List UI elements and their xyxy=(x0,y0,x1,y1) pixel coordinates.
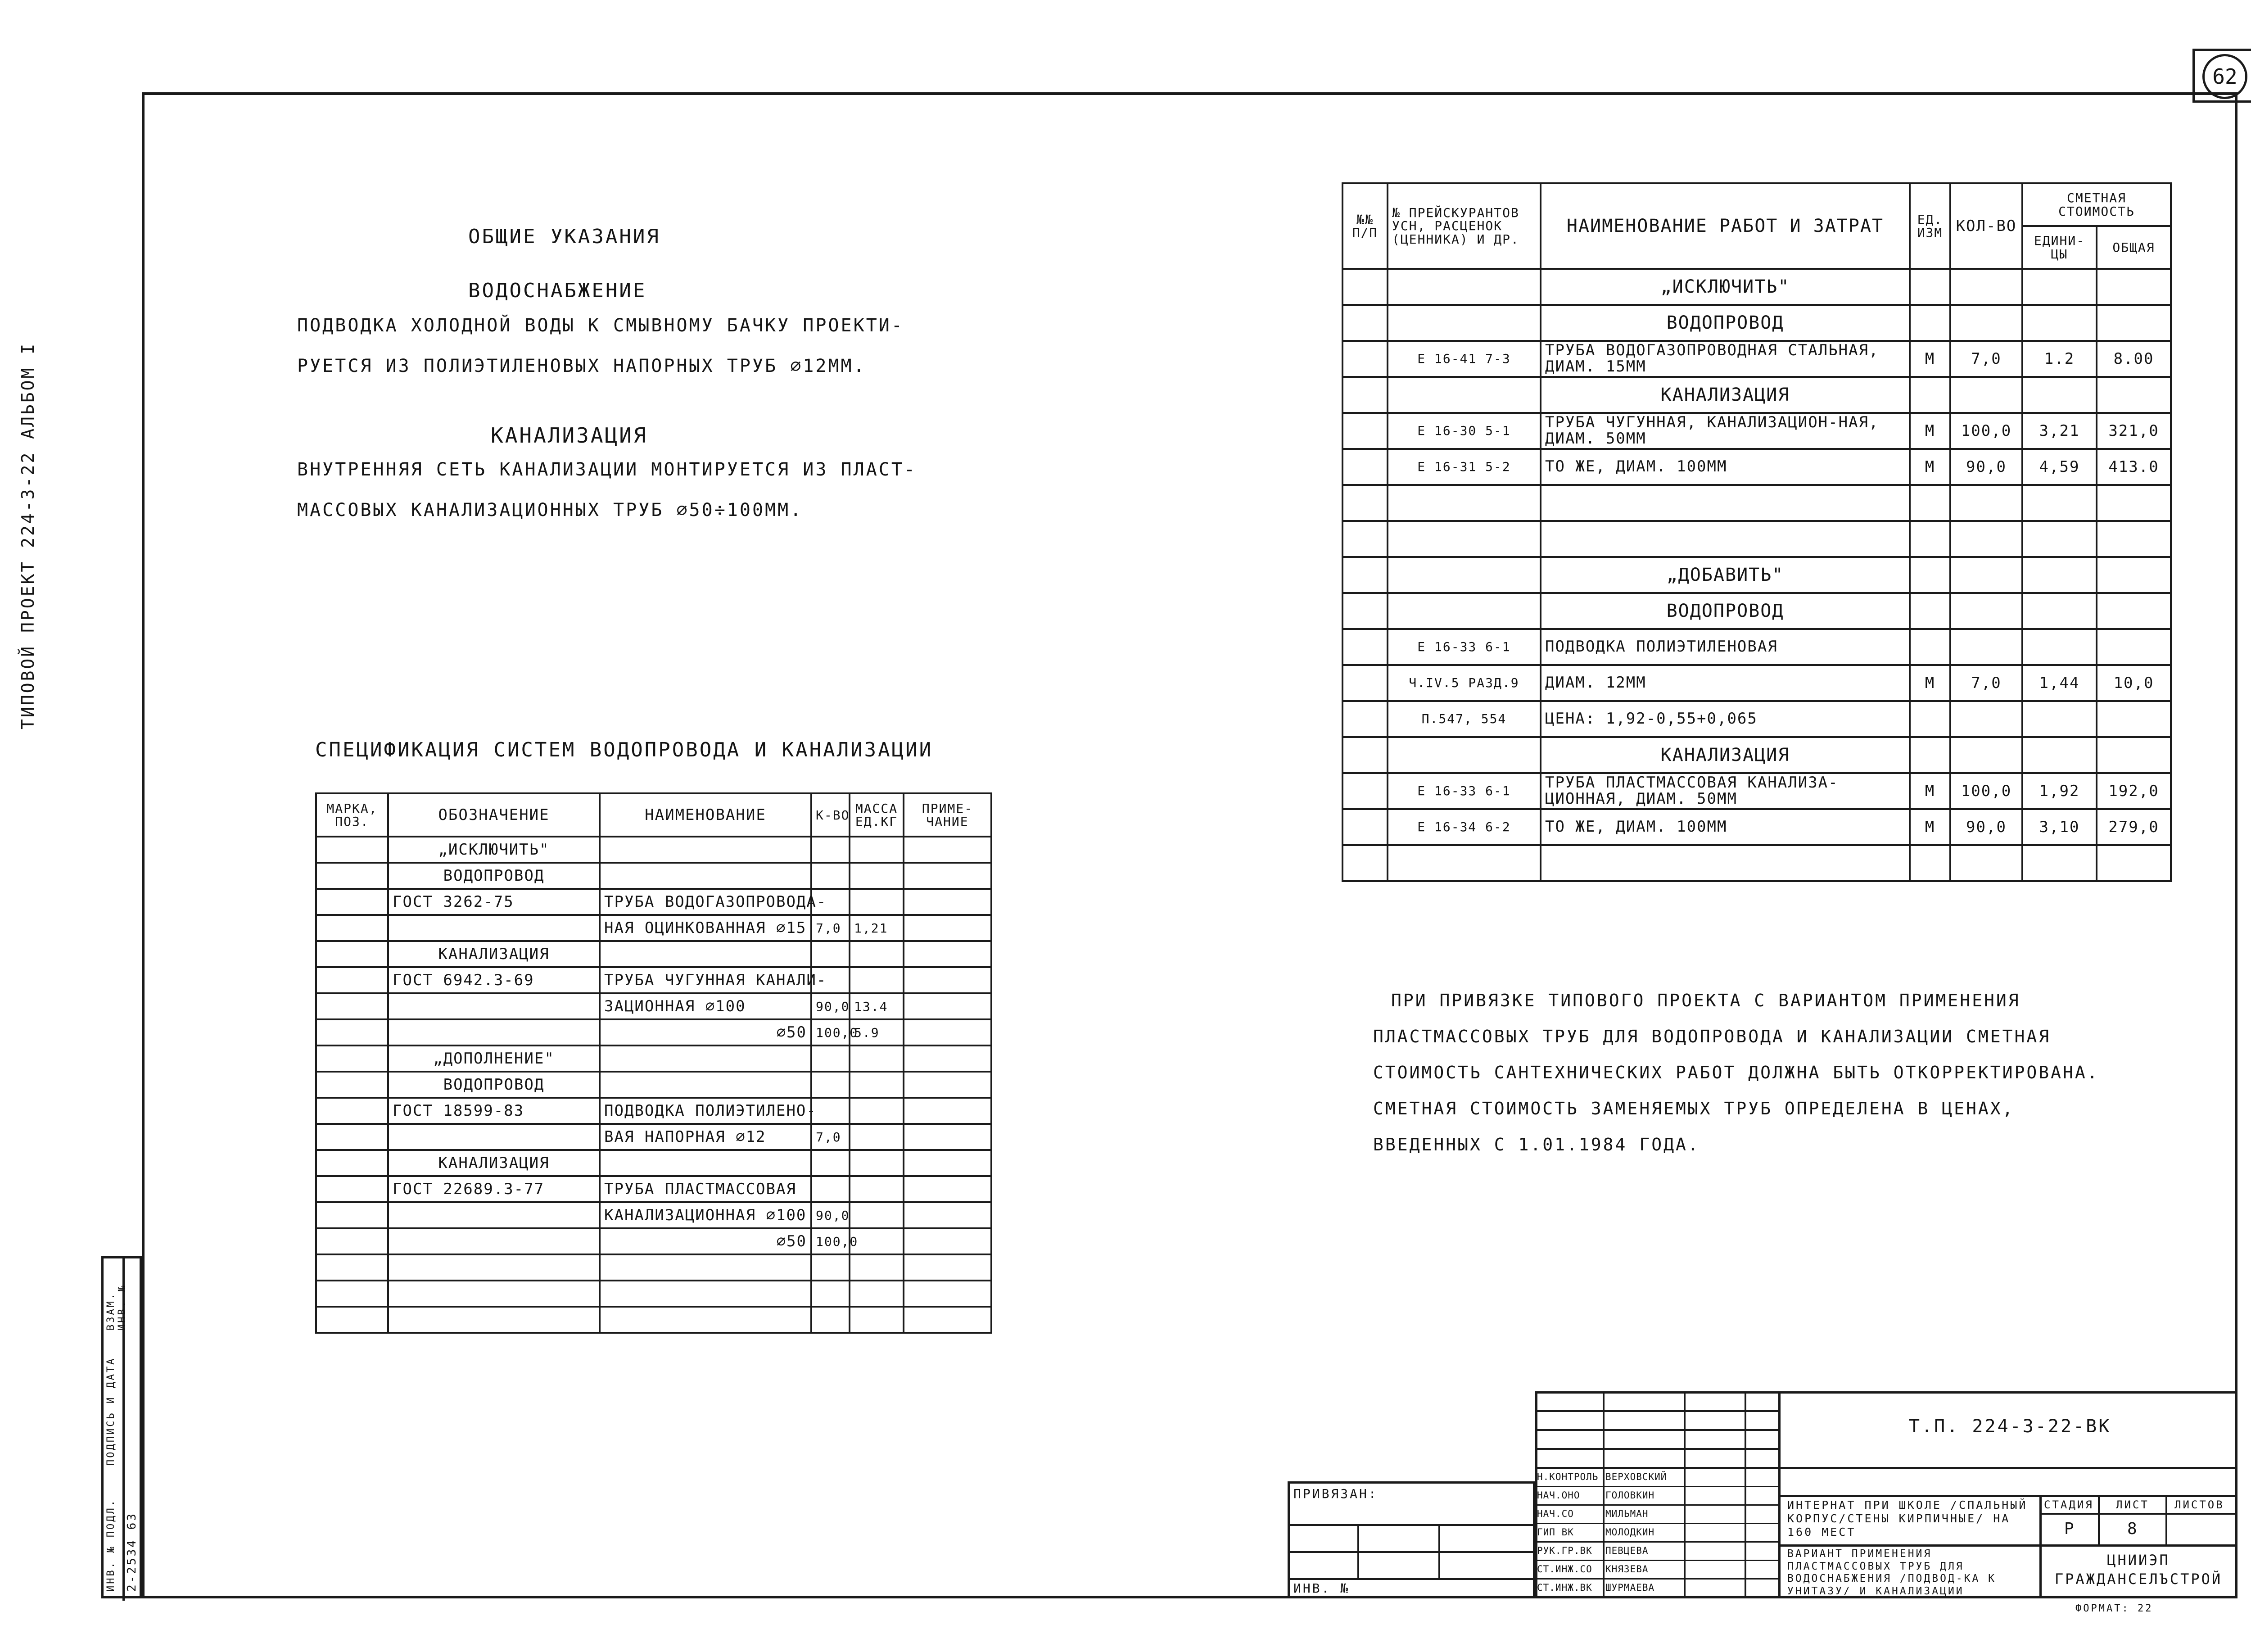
table-row: Е 16-33 6-1 ТРУБА ПЛАСТМАССОВАЯ КАНАЛИЗА-ЦИОННАЯ, ДИАМ. 50ММ М 100,0 1,92 192,0 xyxy=(1342,773,2171,809)
role-person: МИЛЬМАН xyxy=(1605,1508,1649,1519)
spec-header-mark: МАРКА, ПОЗ. xyxy=(316,793,388,837)
table-row: НАЯ ОЦИНКОВАННАЯ ⌀15 7,0 1,21 xyxy=(316,915,991,941)
est-header-name: НАИМЕНОВАНИЕ РАБОТ И ЗАТРАТ xyxy=(1541,183,1910,269)
table-row: Е 16-34 6-2 ТО ЖЕ, ДИАМ. 100ММ М 90,0 3,10 279,0 xyxy=(1342,809,2171,845)
role-person: ПЕВЦЕВА xyxy=(1605,1545,1649,1556)
sheet-title: ВАРИАНТ ПРИМЕНЕНИЯ ПЛАСТМАССОВЫХ ТРУБ ДЛЯ ВОДОСНАБЖЕНИЯ /ПОДВОД-КА К УНИТАЗУ/ И КАНАЛИЗАЦИИ xyxy=(1787,1548,1997,1597)
role-title: Н.КОНТРОЛЬ xyxy=(1537,1471,1599,1482)
table-row: КАНАЛИЗАЦИЯ xyxy=(1342,377,2171,413)
signature-row xyxy=(1535,1580,1781,1598)
table-row: ВОДОПРОВОД xyxy=(316,863,991,889)
spec-header-note: ПРИМЕ-ЧАНИЕ xyxy=(904,793,991,837)
note-line-3: СТОИМОСТЬ САНТЕХНИЧЕСКИХ РАБОТ ДОЛЖНА БЫТЬ ОТКОРРЕКТИРОВАНА. xyxy=(1373,1063,2099,1082)
signature-row xyxy=(1535,1469,1781,1487)
table-row: ГОСТ 18599-83 ПОДВОДКА ПОЛИЭТИЛЕНО- xyxy=(316,1098,991,1124)
margin-title: ТИПОВОЙ ПРОЕКТ 224-3-22 АЛЬБОМ I xyxy=(18,342,38,729)
table-row xyxy=(1342,845,2171,881)
table-row: Ч.IV.5 РАЗД.9 ДИАМ. 12ММ М 7,0 1,44 10,0 xyxy=(1342,665,2171,701)
title-block xyxy=(1535,1391,2237,1614)
table-row: ВОДОПРОВОД xyxy=(1342,305,2171,341)
vzam-label: ВЗАМ. ИНВ. № xyxy=(105,1284,128,1331)
role-title: ГИП ВК xyxy=(1537,1527,1574,1538)
signature-row xyxy=(1535,1561,1781,1580)
spec-title: СПЕЦИФИКАЦИЯ СИСТЕМ ВОДОПРОВОДА И КАНАЛИЗАЦИИ xyxy=(315,738,933,761)
table-row xyxy=(1342,521,2171,557)
role-title: НАЧ.СО xyxy=(1537,1508,1574,1519)
water-text-2: РУЕТСЯ ИЗ ПОЛИЭТИЛЕНОВЫХ НАПОРНЫХ ТРУБ ⌀12ММ. xyxy=(297,356,866,376)
est-header-price: № ПРЕЙСКУРАНТОВ УСН, РАСЦЕНОК (ЦЕННИКА) И ДР. xyxy=(1388,183,1541,269)
table-row: ВАЯ НАПОРНАЯ ⌀12 7,0 xyxy=(316,1124,991,1150)
role-person: КНЯЗЕВА xyxy=(1605,1564,1649,1575)
table-row: „ДОПОЛНЕНИЕ" xyxy=(316,1046,991,1072)
table-row: ЗАЦИОННАЯ ⌀100 90,0 13.4 xyxy=(316,993,991,1019)
table-row: „ИСКЛЮЧИТЬ" xyxy=(316,837,991,863)
sewer-text-2: МАССОВЫХ КАНАЛИЗАЦИОННЫХ ТРУБ ⌀50÷100ММ. xyxy=(297,500,803,520)
note-line-5: ВВЕДЕННЫХ С 1.01.1984 ГОДА. xyxy=(1373,1135,1700,1154)
note-line-2: ПЛАСТМАССОВЫХ ТРУБ ДЛЯ ВОДОПРОВОДА И КАНАЛИЗАЦИИ СМЕТНАЯ xyxy=(1373,1027,2051,1046)
table-row: „ИСКЛЮЧИТЬ" xyxy=(1342,269,2171,305)
role-person: ВЕРХОВСКИЙ xyxy=(1605,1471,1667,1482)
table-row: „ДОБАВИТЬ" xyxy=(1342,557,2171,593)
table-row: ⌀50 100,0 5.9 xyxy=(316,1019,991,1046)
est-header-num: №№ П/П xyxy=(1342,183,1388,269)
sheet-value: 8 xyxy=(2127,1520,2139,1538)
table-row: ВОДОПРОВОД xyxy=(316,1072,991,1098)
table-row: ВОДОПРОВОД xyxy=(1342,593,2171,629)
role-person: ГОЛОВКИН xyxy=(1605,1490,1655,1501)
water-heading: ВОДОСНАБЖЕНИЕ xyxy=(468,279,647,302)
role-title: НАЧ.ОНО xyxy=(1537,1490,1580,1501)
est-header-unit: ЕД. ИЗМ xyxy=(1910,183,1950,269)
role-person: МОЛОДКИН xyxy=(1605,1527,1655,1538)
role-title: РУК.ГР.ВК xyxy=(1537,1545,1592,1556)
table-row: КАНАЛИЗАЦИЯ xyxy=(316,941,991,967)
role-person: ШУРМАЕВА xyxy=(1605,1582,1655,1593)
privyazan-block xyxy=(1288,1481,1535,1598)
signature-row xyxy=(1535,1487,1781,1506)
general-title: ОБЩИЕ УКАЗАНИЯ xyxy=(468,225,660,248)
table-row: Е 16-30 5-1 ТРУБА ЧУГУННАЯ, КАНАЛИЗАЦИОН-НАЯ, ДИАМ. 50ММ М 100,0 3,21 321,0 xyxy=(1342,413,2171,449)
est-header-cost: СМЕТНАЯ СТОИМОСТЬ xyxy=(2022,183,2171,226)
est-header-qty: КОЛ-ВО xyxy=(1950,183,2022,269)
signature-row xyxy=(1535,1543,1781,1561)
left-margin-stamp xyxy=(101,1256,142,1598)
table-row xyxy=(316,1281,991,1307)
estimate-table xyxy=(1342,182,2172,882)
note-line-4: СМЕТНАЯ СТОИМОСТЬ ЗАМЕНЯЕМЫХ ТРУБ ОПРЕДЕЛЕНА В ЦЕНАХ, xyxy=(1373,1099,2015,1118)
spec-header-name: НАИМЕНОВАНИЕ xyxy=(600,793,811,837)
page-number: 62 xyxy=(2202,54,2247,99)
role-title: СТ.ИНЖ.СО xyxy=(1537,1564,1592,1575)
stage-label: СТАДИЯ xyxy=(2044,1498,2094,1511)
table-row: КАНАЛИЗАЦИЯ xyxy=(316,1150,991,1176)
spec-table xyxy=(315,792,992,1334)
inv-no-label: ИНВ. № xyxy=(1293,1581,1350,1596)
table-row: КАНАЛИЗАЦИОННАЯ ⌀100 90,0 xyxy=(316,1202,991,1228)
signature-row xyxy=(1535,1524,1781,1543)
table-row xyxy=(316,1254,991,1281)
spec-header-mass: МАССА ЕД.КГ xyxy=(850,793,904,837)
est-header-total: ОБЩАЯ xyxy=(2097,226,2171,269)
table-row: ГОСТ 3262-75 ТРУБА ВОДОГАЗОПРОВОДА- xyxy=(316,889,991,915)
est-header-unit-cost: ЕДИНИ-ЦЫ xyxy=(2022,226,2097,269)
table-row: Е 16-33 6-1 ПОДВОДКА ПОЛИЭТИЛЕНОВАЯ xyxy=(1342,629,2171,665)
spec-header-qty: К-ВО xyxy=(811,793,850,837)
spec-header-designation: ОБОЗНАЧЕНИЕ xyxy=(388,793,600,837)
inv-label: ИНВ. № ПОДЛ. xyxy=(105,1498,117,1592)
stage-value: Р xyxy=(2064,1520,2076,1538)
water-text-1: ПОДВОДКА ХОЛОДНОЙ ВОДЫ К СМЫВНОМУ БАЧКУ ПРОЕКТИ- xyxy=(297,315,904,336)
sewer-heading: КАНАЛИЗАЦИЯ xyxy=(491,423,648,448)
sign-label: ПОДПИСЬ И ДАТА xyxy=(105,1357,117,1466)
table-row xyxy=(316,1307,991,1333)
table-row: ГОСТ 6942.3-69 ТРУБА ЧУГУННАЯ КАНАЛИ- xyxy=(316,967,991,993)
sheets-label: ЛИСТОВ xyxy=(2174,1498,2224,1511)
table-row: Е 16-31 5-2 ТО ЖЕ, ДИАМ. 100ММ М 90,0 4,59 413.0 xyxy=(1342,449,2171,485)
sheet-label: ЛИСТ xyxy=(2116,1498,2149,1511)
note-line-1: ПРИ ПРИВЯЗКЕ ТИПОВОГО ПРОЕКТА С ВАРИАНТОМ ПРИМЕНЕНИЯ xyxy=(1391,991,2020,1010)
table-row: Е 16-41 7-3 ТРУБА ВОДОГАЗОПРОВОДНАЯ СТАЛЬНАЯ, ДИАМ. 15ММ М 7,0 1.2 8.00 xyxy=(1342,341,2171,377)
table-row: ГОСТ 22689.3-77 ТРУБА ПЛАСТМАССОВАЯ xyxy=(316,1176,991,1202)
drawing-code: Т.П. 224-3-22-ВК xyxy=(1909,1416,2111,1437)
sewer-text-1: ВНУТРЕННЯЯ СЕТЬ КАНАЛИЗАЦИИ МОНТИРУЕТСЯ ИЗ ПЛАСТ- xyxy=(297,459,917,480)
table-row: ⌀50 100,0 xyxy=(316,1228,991,1254)
table-row: П.547, 554 ЦЕНА: 1,92-0,55+0,065 xyxy=(1342,701,2171,737)
privyazan-label: ПРИВЯЗАН: xyxy=(1293,1486,1378,1501)
object-name: ИНТЕРНАТ ПРИ ШКОЛЕ /СПАЛЬНЫЙ КОРПУС/СТЕНЫ КИРПИЧНЫЕ/ НА 160 МЕСТ xyxy=(1787,1498,2028,1539)
format-label: ФОРМАТ: 22 xyxy=(2075,1603,2153,1614)
signature-row xyxy=(1535,1506,1781,1524)
role-title: СТ.ИНЖ.ВК xyxy=(1537,1582,1592,1593)
inv-value: 2-2534 63 xyxy=(125,1512,139,1592)
table-row: КАНАЛИЗАЦИЯ xyxy=(1342,737,2171,773)
org-name: ЦНИИЭП ГРАЖДАНСЕЛЪСТРОЙ xyxy=(2054,1552,2223,1588)
table-row xyxy=(1342,485,2171,521)
